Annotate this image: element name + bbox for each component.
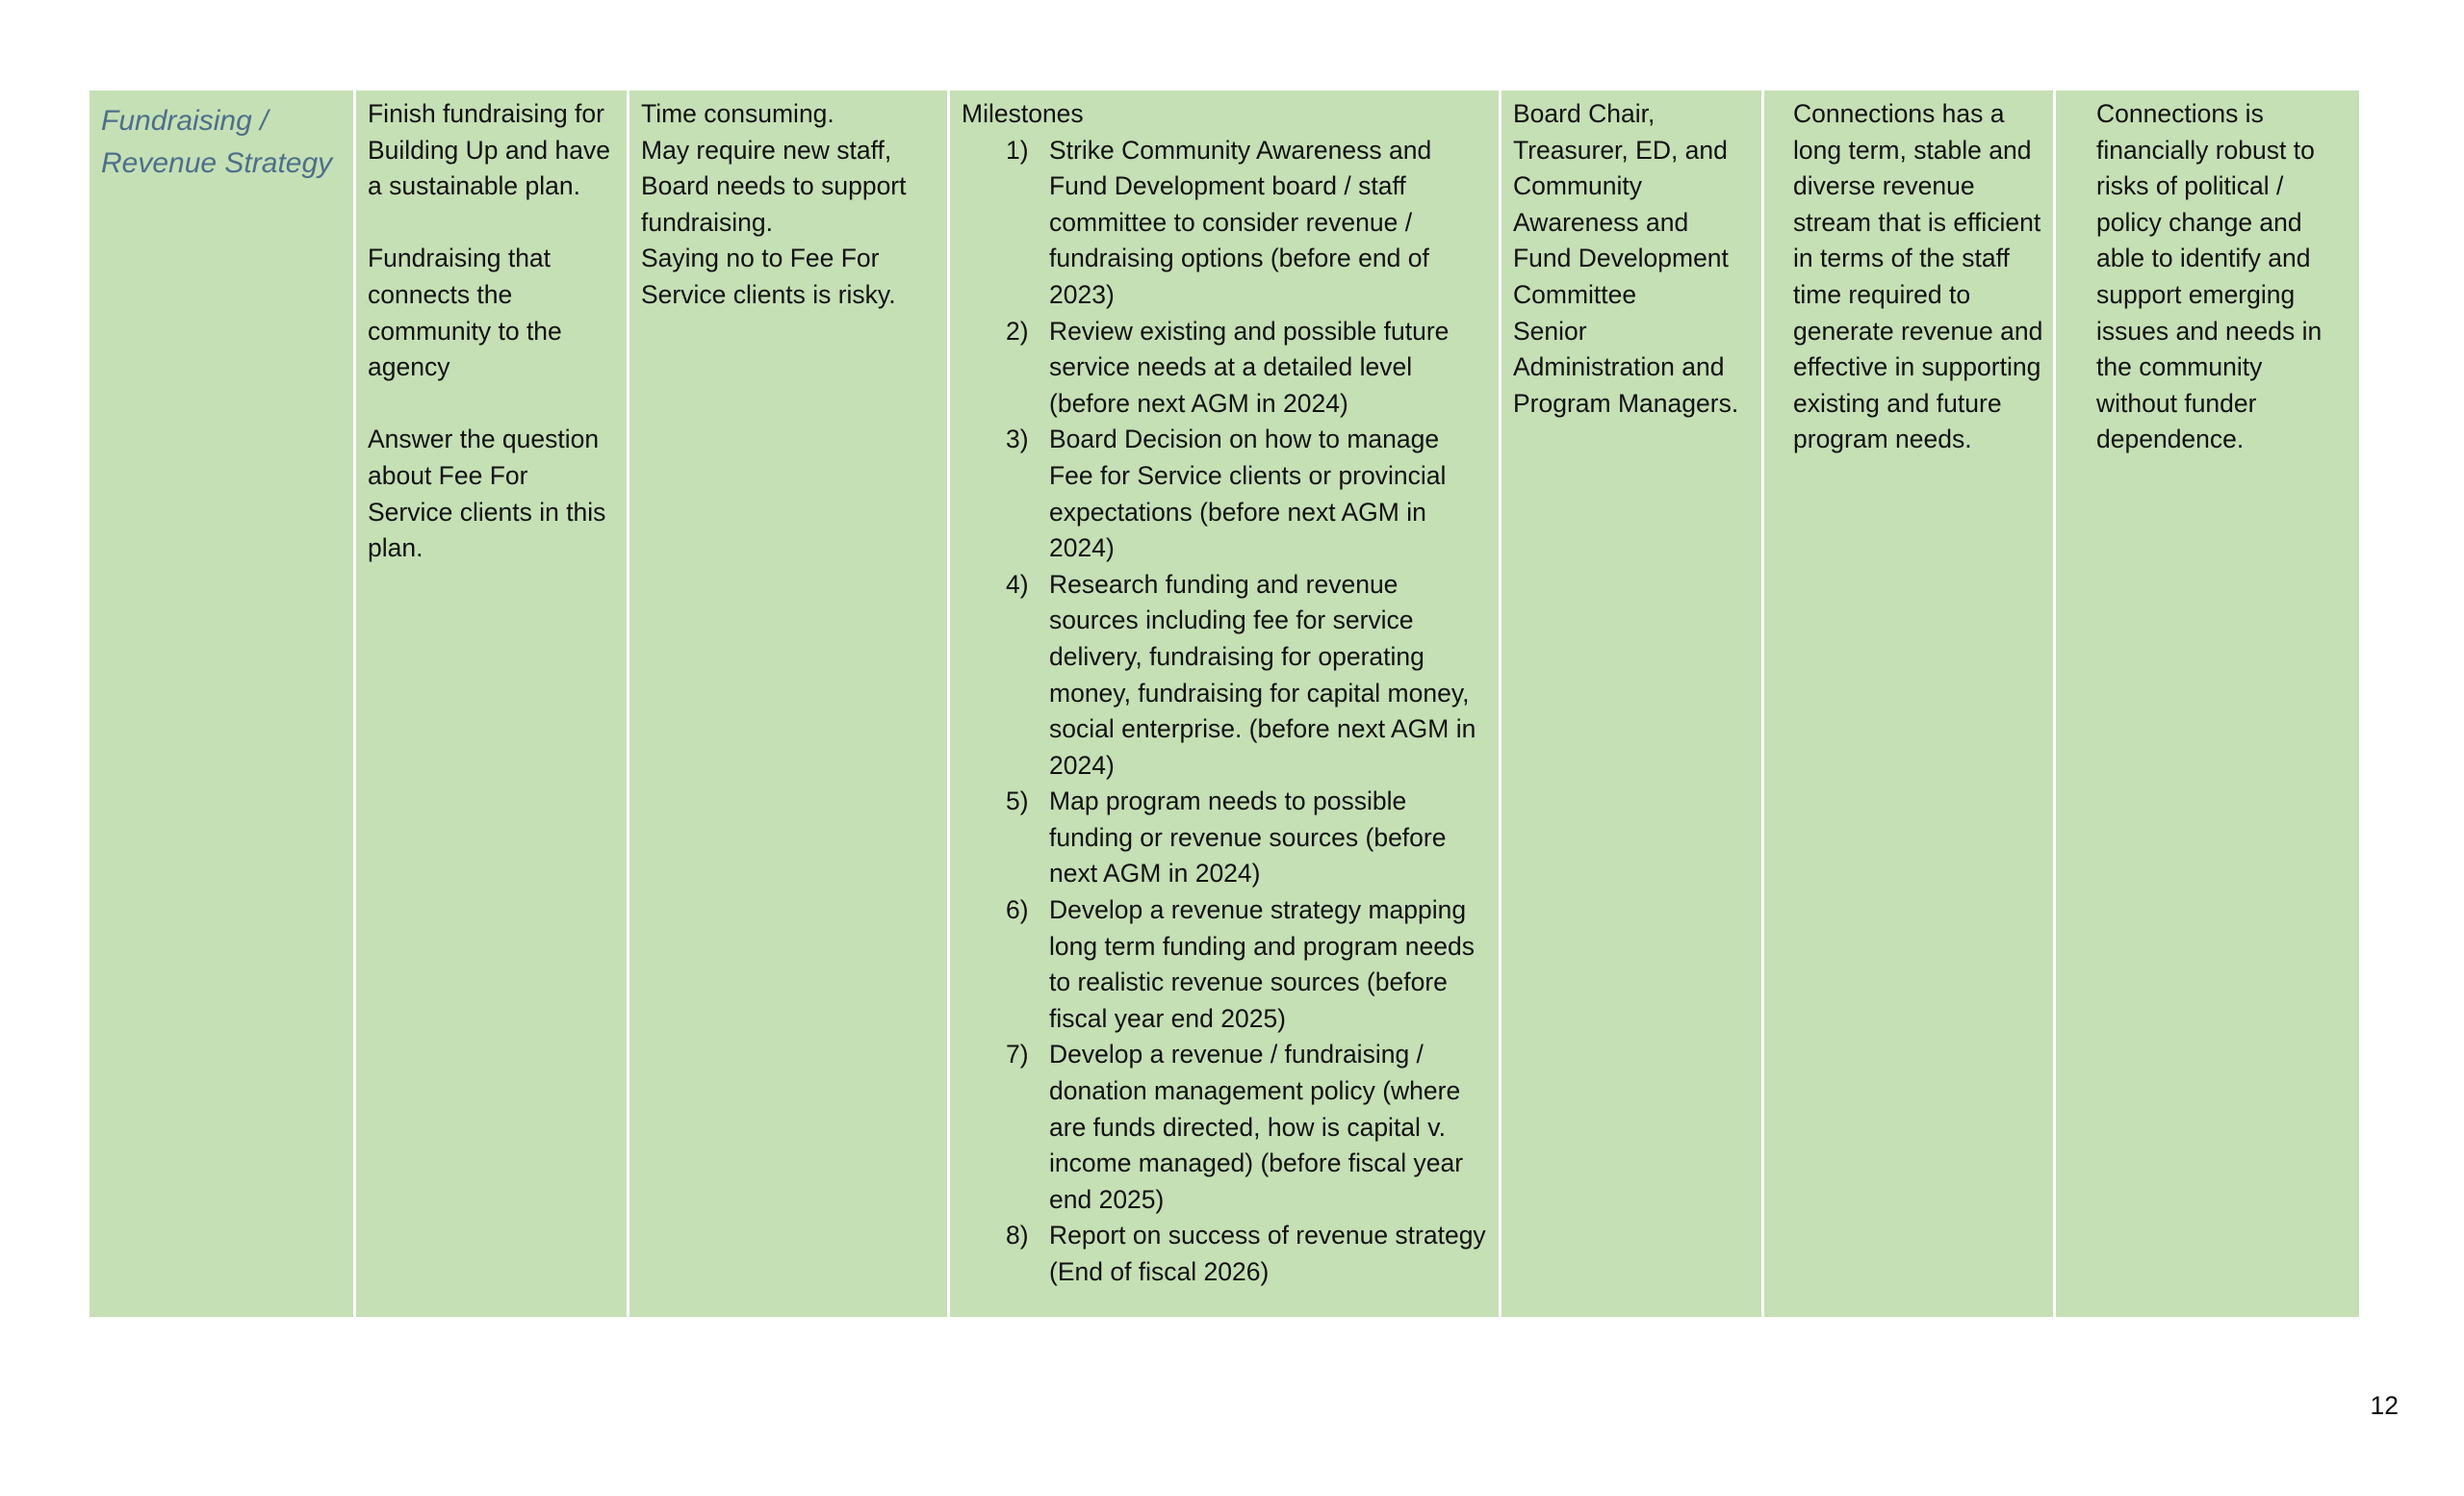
risks-cell — [629, 90, 947, 1317]
list-item — [962, 784, 1489, 892]
risk-text: Saying no to Fee For Service clients is risky. — [641, 244, 896, 309]
milestone-text: Board Decision on how to manage Fee for Service clients or provincial expectations (before next AGM in 2024) — [1049, 425, 1447, 563]
milestone-number: 3) — [1006, 425, 1029, 454]
milestones-cell — [950, 90, 1499, 1317]
milestone-number: 7) — [1006, 1040, 1029, 1070]
milestone-text: Research funding and revenue sources including fee for service delivery, fundraising for operating money, fundraising for capital money, social enterprise. (before next AGM in 2024) — [1049, 569, 1476, 780]
milestones-heading: Milestones — [962, 99, 1084, 128]
milestone-number: 4) — [1006, 569, 1029, 599]
strategy-table-row — [90, 90, 2362, 1317]
milestone-text: Develop a revenue strategy mapping long term funding and program needs to realistic revenue sources (before fiscal year end 2025) — [1049, 895, 1475, 1033]
list-item — [962, 1037, 1489, 1218]
milestone-number: 2) — [1006, 316, 1029, 346]
list-item — [962, 567, 1489, 785]
milestone-text: Strike Community Awareness and Fund Development board / staff committee to consider revenue / fundraising options (before end of 2023) — [1049, 135, 1432, 309]
milestone-list — [962, 133, 1489, 1291]
milestone-text: Report on success of revenue strategy (End of fiscal 2026) — [1049, 1221, 1486, 1286]
list-item — [962, 1218, 1489, 1290]
objective-title: Fundraising / Revenue Strategy — [101, 105, 333, 179]
list-item — [962, 314, 1489, 423]
goal-text: Finish fundraising for Building Up and have a sustainable plan. — [368, 99, 610, 201]
vision-cell — [2056, 90, 2359, 1317]
outcome-text: Connections has a long term, stable and diverse revenue stream that is efficient in terms of the staff time required to generate revenue and effective in supporting existing and future program needs. — [1793, 99, 2043, 454]
milestone-number: 8) — [1006, 1221, 1029, 1251]
goals-cell — [356, 90, 627, 1317]
objective-cell — [90, 90, 353, 1317]
goal-text: Answer the question about Fee For Service clients in this plan. — [368, 425, 606, 563]
milestone-text: Review existing and possible future service needs at a detailed level (before next AGM in 2024) — [1049, 316, 1450, 418]
responsibility-cell — [1502, 90, 1761, 1317]
risk-text: Board needs to support fundraising. — [641, 171, 907, 237]
responsibility-text: Board Chair, Treasurer, ED, and Community Awareness and Fund Development Committee — [1513, 99, 1729, 309]
outcome-cell — [1764, 90, 2053, 1317]
risk-text: May require new staff, — [641, 135, 892, 165]
milestone-number: 1) — [1006, 135, 1029, 165]
milestone-text: Map program needs to possible funding or revenue sources (before next AGM in 2024) — [1049, 787, 1447, 889]
milestone-number: 5) — [1006, 787, 1029, 816]
milestone-text: Develop a revenue / fundraising / donation management policy (where are funds directed, how is capital v. income managed) (before fiscal year end 2025) — [1049, 1040, 1464, 1214]
list-item — [962, 892, 1489, 1037]
list-item — [962, 422, 1489, 566]
vision-text: Connections is financially robust to risks of political / policy change and able to identify and support emerging issues and needs in the community without funder dependence. — [2096, 99, 2323, 454]
goal-text: Fundraising that connects the community to the agency — [368, 244, 562, 382]
risk-text: Time consuming. — [641, 99, 834, 128]
milestone-number: 6) — [1006, 895, 1029, 925]
list-item — [962, 133, 1489, 314]
responsibility-text: Senior Administration and Program Managers. — [1513, 316, 1739, 418]
page-number: 12 — [2370, 1391, 2399, 1420]
